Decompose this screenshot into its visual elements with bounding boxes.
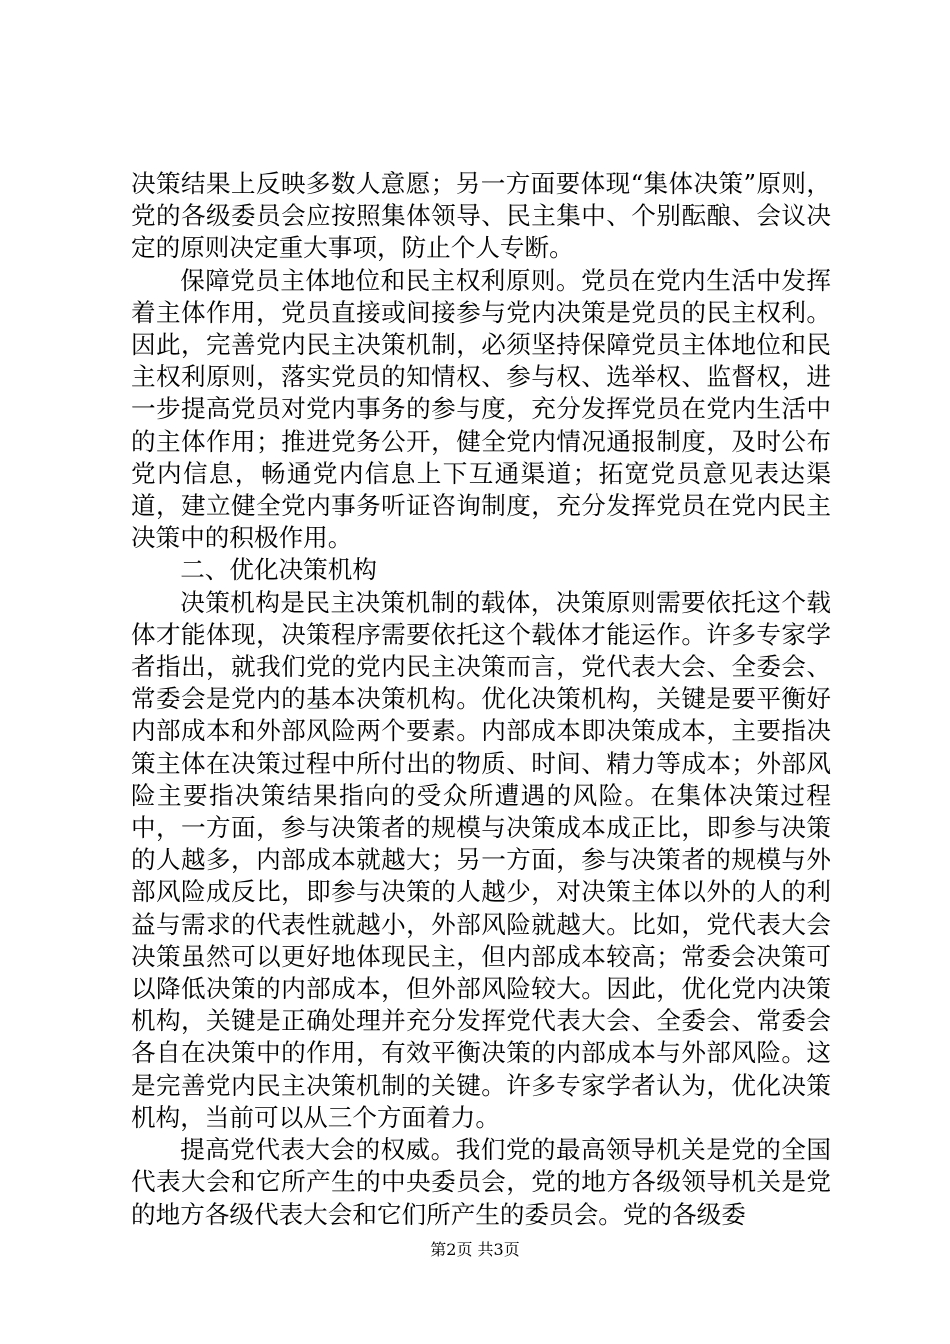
body-paragraph: 保障党员主体地位和民主权利原则。党员在党内生活中发挥着主体作用，党员直接或间接参与党内决策是党员的民主权利。因此，完善党内民主决策机制，必须坚持保障党员主体地位和民主权利原则，落实党员的知情权、参与权、选举权、监督权，进一步提高党员对党内事务的参与度，充分发挥党员在党内生活中的主体作用；推进党务公开，健全党内情况通报制度，及时公布党内信息，畅通党内信息上下互通渠道；拓宽党员意见表达渠道，建立健全党内事务听证咨询制度，充分发挥党员在党内民主决策中的积极作用。 xyxy=(131,265,831,553)
page-number-footer: 第2页 共3页 xyxy=(430,1240,520,1259)
body-paragraph: 决策机构是民主决策机制的载体，决策原则需要依托这个载体才能体现，决策程序需要依托这个载体才能运作。许多专家学者指出，就我们党的党内民主决策而言，党代表大会、全委会、常委会是党内的基本决策机构。优化决策机构，关键是要平衡好内部成本和外部风险两个要素。内部成本即决策成本，主要指决策主体在决策过程中所付出的物质、时间、精力等成本；外部风险主要指决策结果指向的受众所遭遇的风险。在集体决策过程中，一方面，参与决策者的规模与决策成本成正比，即参与决策的人越多，内部成本就越大；另一方面，参与决策者的规模与外部风险成反比，即参与决策的人越少，对决策主体以外的人的利益与需求的代表性就越小，外部风险就越大。比如，党代表大会决策虽然可以更好地体现民主，但内部成本较高；常委会决策可以降低决策的内部成本，但外部风险较大。因此，优化党内决策机构，关键是正确处理并充分发挥党代表大会、全委会、常委会各自在决策中的作用，有效平衡决策的内部成本与外部风险。这是完善党内民主决策机制的关键。许多专家学者认为，优化决策机构，当前可以从三个方面着力。 xyxy=(131,587,831,1132)
document-body xyxy=(131,168,831,1231)
body-paragraph: 提高党代表大会的权威。我们党的最高领导机关是党的全国代表大会和它所产生的中央委员会，党的地方各级领导机关是党的地方各级代表大会和它们所产生的委员会。党的各级委 xyxy=(131,1135,831,1229)
section-heading: 二、优化决策机构 xyxy=(180,555,377,585)
body-paragraph: 决策结果上反映多数人意愿；另一方面要体现“集体决策”原则，党的各级委员会应按照集体领导、民主集中、个别酝酿、会议决定的原则决定重大事项，防止个人专断。 xyxy=(131,169,831,263)
